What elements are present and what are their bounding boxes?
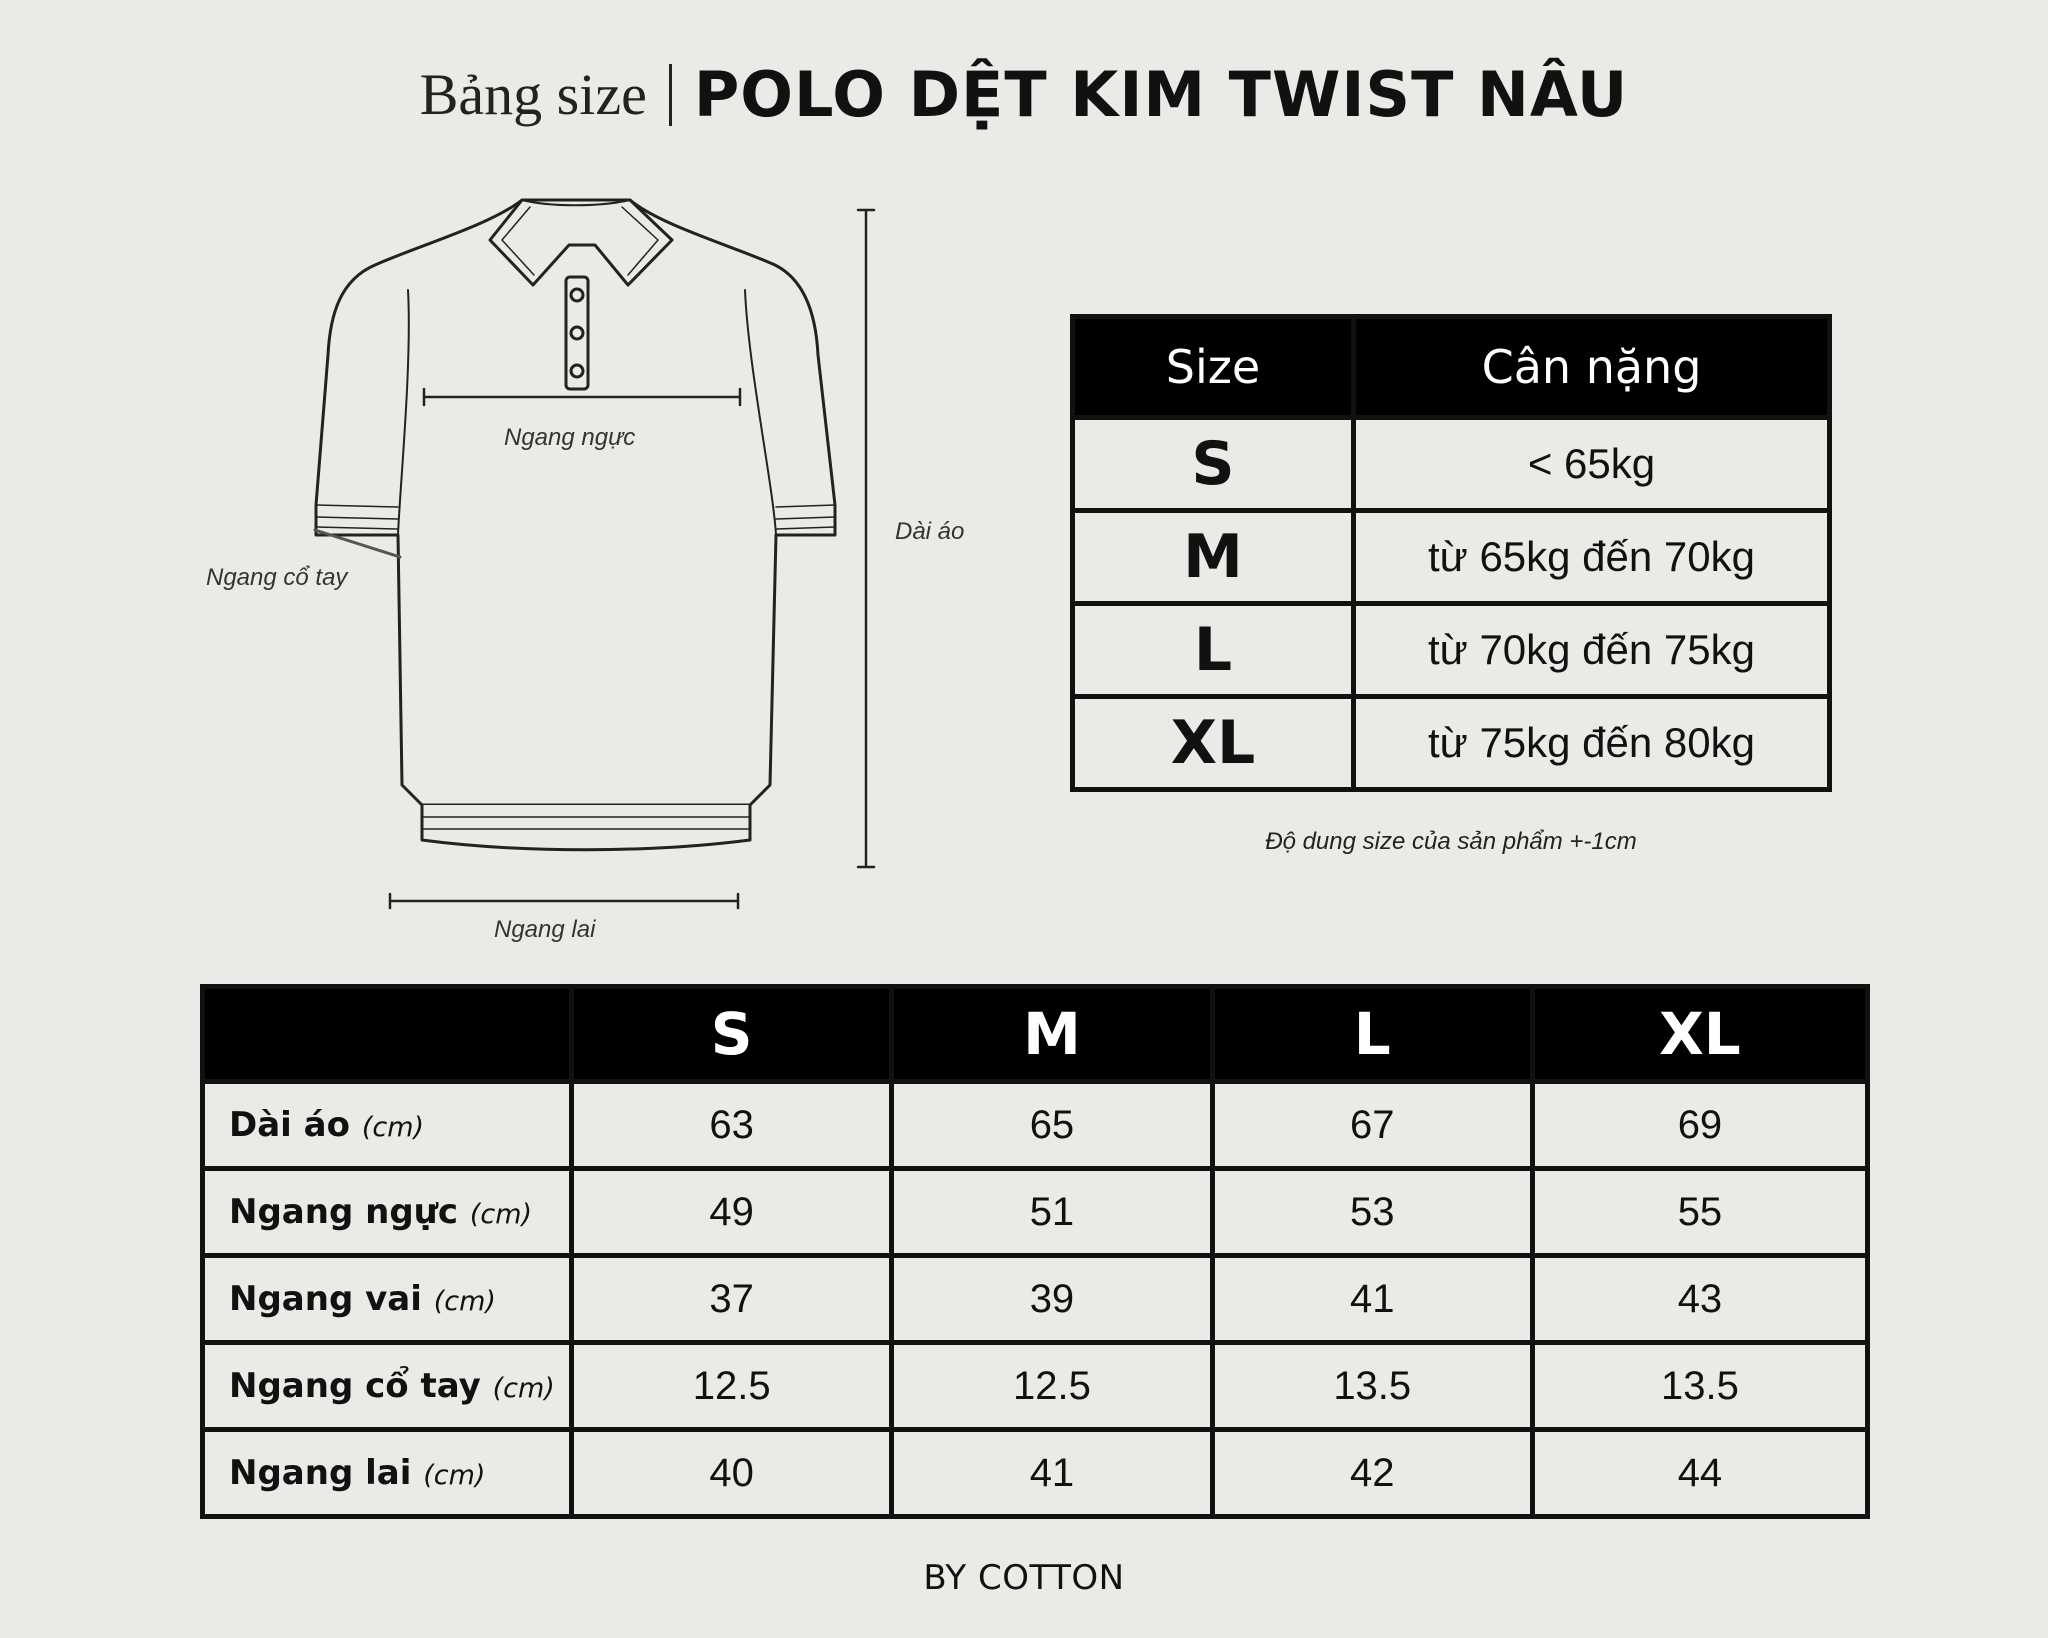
size-header-l: L xyxy=(1212,987,1532,1082)
chest-label: Ngang ngực xyxy=(504,424,636,451)
size-header-s: S xyxy=(572,987,892,1082)
value-cell: 49 xyxy=(572,1169,892,1256)
product-name: POLO DỆT KIM TWIST NÂU xyxy=(693,58,1629,131)
cuff-label: Ngang cổ tay xyxy=(206,564,348,591)
title-divider xyxy=(669,64,672,126)
table-row xyxy=(1073,418,1830,511)
value-cell: 69 xyxy=(1532,1082,1867,1169)
size-header-xl: XL xyxy=(1532,987,1867,1082)
table-row xyxy=(203,1256,1868,1343)
size-cell: S xyxy=(1073,418,1354,511)
weight-table-size-header: Size xyxy=(1073,317,1354,418)
size-header-m: M xyxy=(892,987,1212,1082)
value-cell: 63 xyxy=(572,1082,892,1169)
tolerance-note: Độ dung size của sản phẩm +-1cm xyxy=(1265,828,1637,855)
page-title xyxy=(0,58,2048,131)
weight-cell: < 65kg xyxy=(1354,418,1830,511)
row-label: Ngang ngực (cm) xyxy=(203,1169,572,1256)
size-cell: XL xyxy=(1073,697,1354,790)
hem-rib xyxy=(422,805,750,850)
weight-cell: từ 75kg đến 80kg xyxy=(1354,697,1830,790)
value-cell: 13.5 xyxy=(1212,1343,1532,1430)
value-cell: 40 xyxy=(572,1430,892,1517)
length-label: Dài áo xyxy=(895,518,965,545)
row-label: Ngang vai (cm) xyxy=(203,1256,572,1343)
value-cell: 67 xyxy=(1212,1082,1532,1169)
value-cell: 65 xyxy=(892,1082,1212,1169)
corner-header xyxy=(203,987,572,1082)
table-row xyxy=(1073,604,1830,697)
value-cell: 12.5 xyxy=(892,1343,1212,1430)
title-prefix: Bảng size xyxy=(419,62,647,127)
value-cell: 41 xyxy=(1212,1256,1532,1343)
value-cell: 13.5 xyxy=(1532,1343,1867,1430)
value-cell: 12.5 xyxy=(572,1343,892,1430)
table-row xyxy=(203,1169,1868,1256)
value-cell: 39 xyxy=(892,1256,1212,1343)
table-row xyxy=(203,1430,1868,1517)
table-row xyxy=(1073,511,1830,604)
table-row xyxy=(1073,697,1830,790)
value-cell: 37 xyxy=(572,1256,892,1343)
hem-measure-line xyxy=(390,894,738,908)
value-cell: 53 xyxy=(1212,1169,1532,1256)
value-cell: 42 xyxy=(1212,1430,1532,1517)
row-label: Ngang cổ tay (cm) xyxy=(203,1343,572,1430)
brand-footer: BY COTTON xyxy=(923,1558,1125,1598)
weight-cell: từ 70kg đến 75kg xyxy=(1354,604,1830,697)
weight-table-weight-header: Cân nặng xyxy=(1354,317,1830,418)
table-row xyxy=(203,1082,1868,1169)
size-cell: M xyxy=(1073,511,1354,604)
value-cell: 44 xyxy=(1532,1430,1867,1517)
row-label: Ngang lai (cm) xyxy=(203,1430,572,1517)
size-cell: L xyxy=(1073,604,1354,697)
measurement-table xyxy=(200,984,1870,1519)
hem-label: Ngang lai xyxy=(494,916,596,943)
value-cell: 41 xyxy=(892,1430,1212,1517)
value-cell: 55 xyxy=(1532,1169,1867,1256)
weight-size-table xyxy=(1070,314,1832,792)
length-measure-line xyxy=(858,210,874,867)
table-row xyxy=(203,1343,1868,1430)
weight-cell: từ 65kg đến 70kg xyxy=(1354,511,1830,604)
row-label: Dài áo (cm) xyxy=(203,1082,572,1169)
value-cell: 43 xyxy=(1532,1256,1867,1343)
value-cell: 51 xyxy=(892,1169,1212,1256)
